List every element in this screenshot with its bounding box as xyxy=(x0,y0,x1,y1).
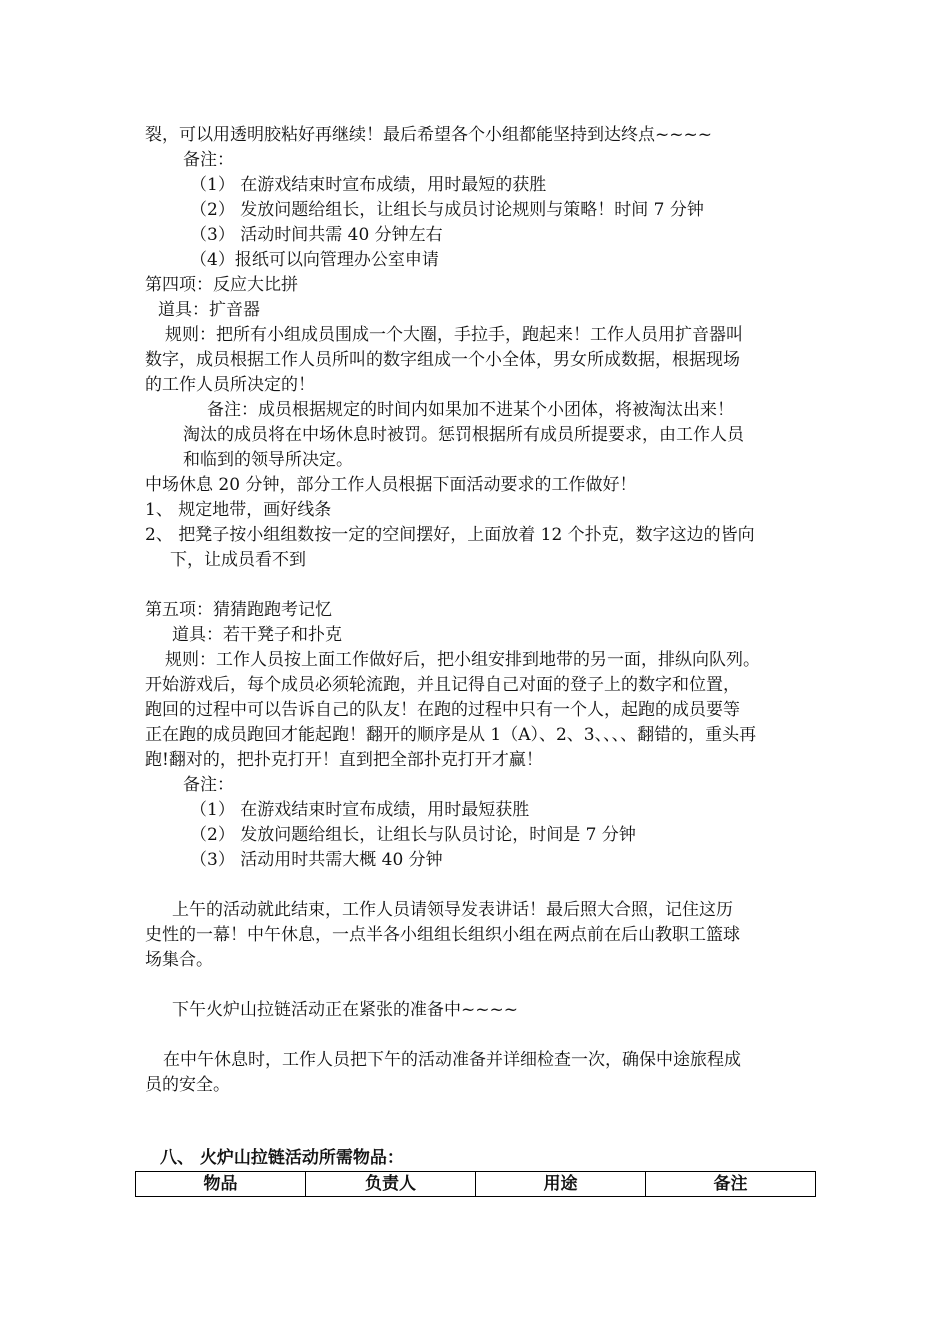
rule-line: 正在跑的成员跑回才能起跑！翻开的顺序是从 1（A）、2、3、、、、翻错的，重头再 xyxy=(145,725,757,745)
rule-line: 开始游戏后，每个成员必须轮流跑，并且记得自己对面的登子上的数字和位置， xyxy=(145,675,740,695)
note-item: （2） 发放问题给组长，让组长与成员讨论规则与策略！时间 7 分钟 xyxy=(190,200,704,220)
table-header-cell: 备注 xyxy=(646,1172,816,1197)
paragraph-line: 在中午休息时，工作人员把下午的活动准备并详细检查一次，确保中途旅程成 xyxy=(163,1050,741,1070)
break-line: 中场休息 20 分钟，部分工作人员根据下面活动要求的工作做好！ xyxy=(145,475,637,495)
paragraph-line: 史性的一幕！中午休息，一点半各小组组长组织小组在两点前在后山教职工篮球 xyxy=(145,925,740,945)
table-header-row xyxy=(136,1172,816,1197)
paragraph-line: 上午的活动就此结束，工作人员请领导发表讲话！最后照大合照，记住这历 xyxy=(172,900,733,920)
note-item: （3） 活动用时共需大概 40 分钟 xyxy=(190,850,443,870)
items-table xyxy=(135,1171,816,1197)
rule-line: 跑回的过程中可以告诉自己的队友！在跑的过程中只有一个人，起跑的成员要等 xyxy=(145,700,740,720)
rule-line: 规则：工作人员按上面工作做好后，把小组安排到地带的另一面，排纵向队列。 xyxy=(165,650,760,670)
paragraph-line: 场集合。 xyxy=(145,950,213,970)
note-item: （2） 发放问题给组长，让组长与队员讨论，时间是 7 分钟 xyxy=(190,825,636,845)
paragraph-line: 下午火炉山拉链活动正在紧张的准备中~~~~ xyxy=(172,1000,518,1020)
list-item: 1、 规定地带，画好线条 xyxy=(145,500,332,520)
note-item: （1） 在游戏结束时宣布成绩，用时最短获胜 xyxy=(190,800,530,820)
note-item: （3） 活动时间共需 40 分钟左右 xyxy=(190,225,443,245)
paragraph-line: 员的安全。 xyxy=(145,1075,230,1095)
rule-line: 的工作人员所决定的！ xyxy=(145,375,315,395)
props-line: 道具：若干凳子和扑克 xyxy=(172,625,342,645)
note-line: 备注：成员根据规定的时间内如果加不进某个小团体，将被淘汰出来！ xyxy=(207,400,734,420)
rule-line: 规则：把所有小组成员围成一个大圈，手拉手，跑起来！工作人员用扩音器叫 xyxy=(165,325,743,345)
note-item: （4）报纸可以向管理办公室申请 xyxy=(190,250,439,270)
section-title: 第五项：猜猜跑跑考记忆 xyxy=(145,600,332,620)
note-item: （1） 在游戏结束时宣布成绩，用时最短的获胜 xyxy=(190,175,547,195)
note-line: 和临到的领导所决定。 xyxy=(183,450,353,470)
rule-line: 跑!翻对的，把扑克打开！直到把全部扑克打开才赢！ xyxy=(145,750,543,770)
note-label: 备注： xyxy=(183,150,234,170)
section8-heading: 八、 火炉山拉链活动所需物品： xyxy=(160,1148,404,1168)
table-header-cell: 用途 xyxy=(476,1172,646,1197)
note-line: 淘汰的成员将在中场休息时被罚。惩罚根据所有成员所提要求，由工作人员 xyxy=(183,425,744,445)
props-line: 道具：扩音器 xyxy=(158,300,260,320)
note-label: 备注： xyxy=(183,775,234,795)
list-item: 2、 把凳子按小组组数按一定的空间摆好，上面放着 12 个扑克，数字这边的皆向 xyxy=(145,525,755,545)
section-title: 第四项：反应大比拼 xyxy=(145,275,298,295)
table-header-cell: 物品 xyxy=(136,1172,306,1197)
text-line: 裂，可以用透明胶粘好再继续！最后希望各个小组都能坚持到达终点~~~~ xyxy=(145,125,712,145)
list-item: 下，让成员看不到 xyxy=(170,550,306,570)
table-header-cell: 负责人 xyxy=(306,1172,476,1197)
rule-line: 数字，成员根据工作人员所叫的数字组成一个小全体，男女所成数据，根据现场 xyxy=(145,350,740,370)
